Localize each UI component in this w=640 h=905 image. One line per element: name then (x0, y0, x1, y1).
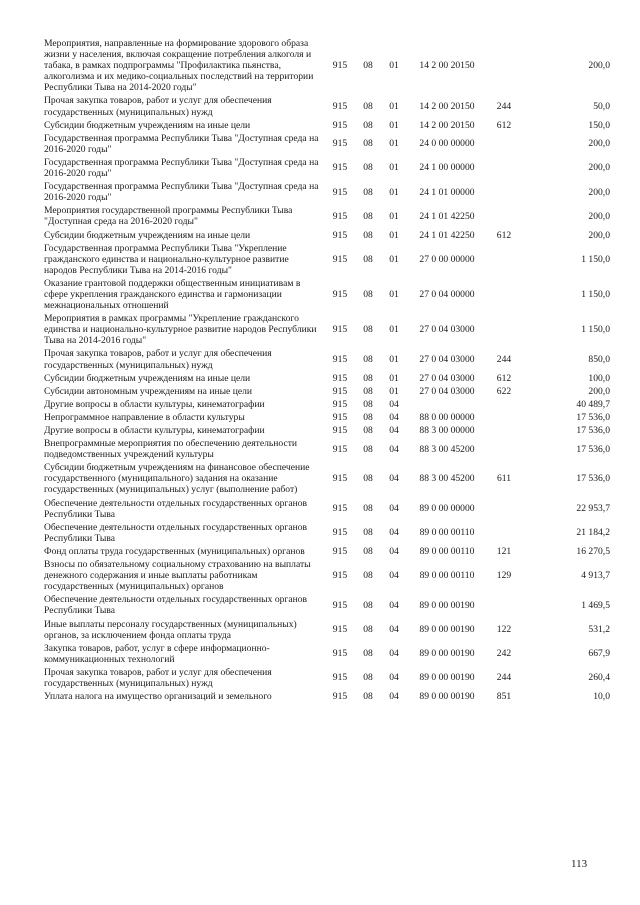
row-subsection: 01 (389, 288, 399, 300)
row-section: 08 (363, 101, 373, 113)
row-subsection: 01 (389, 385, 399, 397)
row-subsection: 01 (389, 138, 399, 150)
row-name: Прочая закупка товаров, работ и услуг для обеспечения государственных (муниципальных) нужд (44, 666, 272, 689)
row-name: Закупка товаров, работ, услуг в сфере информационно-коммуникационных технологий (44, 642, 270, 665)
row-grbs: 915 (332, 210, 348, 222)
table-row (44, 545, 610, 558)
table-row (44, 424, 610, 437)
row-expense-type: 612 (496, 119, 512, 131)
table-row (44, 242, 610, 277)
row-section: 08 (363, 527, 373, 539)
table-row (44, 558, 610, 593)
row-section: 08 (363, 353, 373, 365)
row-sum: 1 150,0 (581, 253, 610, 265)
row-subsection: 01 (389, 60, 399, 72)
row-expense-type (487, 204, 521, 228)
budget-table (44, 37, 610, 703)
row-expense-type (487, 437, 521, 461)
row-sum: 1 150,0 (581, 324, 610, 336)
row-target-article: 88 3 00 00000 (419, 425, 475, 436)
row-target-article: 14 2 00 20150 (419, 101, 475, 113)
row-expense-type (487, 521, 521, 545)
row-sum: 200,0 (588, 60, 610, 72)
row-subsection: 04 (389, 443, 399, 455)
row-section: 08 (363, 288, 373, 300)
table-row (44, 204, 610, 228)
row-section: 08 (363, 545, 373, 557)
row-subsection: 04 (389, 624, 399, 636)
row-target-article: 88 3 00 45200 (419, 443, 475, 455)
row-target-article: 24 0 00 00000 (419, 138, 475, 150)
row-subsection: 01 (389, 119, 399, 131)
row-name: Оказание грантовой поддержки общественным инициативам в сфере укрепления гражданского единства и гармонизации межнациональных отношений (44, 277, 301, 312)
row-target-article: 27 0 00 00000 (419, 253, 475, 265)
row-grbs: 915 (332, 527, 348, 539)
row-grbs: 915 (332, 385, 348, 397)
row-target-article: 27 0 04 03000 (419, 353, 475, 365)
row-expense-type: 244 (496, 101, 512, 113)
row-target-article (407, 398, 487, 411)
row-subsection: 04 (389, 473, 399, 485)
row-sum: 667,9 (588, 648, 610, 660)
budget-table-body (44, 37, 610, 703)
row-sum: 21 184,2 (576, 527, 610, 539)
row-name: Государственная программа Республики Тыва "Доступная среда на 2016-2020 годы" (44, 156, 319, 180)
table-row (44, 398, 610, 411)
row-section: 08 (363, 229, 373, 241)
row-sum: 260,4 (588, 672, 610, 684)
row-grbs: 915 (332, 60, 348, 72)
row-expense-type: 244 (496, 672, 512, 684)
row-expense-type (487, 424, 521, 437)
row-name: Обеспечение деятельности отдельных государственных органов Республики Тыва (44, 521, 308, 544)
row-name: Обеспечение деятельности отдельных государственных органов Республики Тыва (44, 497, 308, 520)
table-row (44, 690, 610, 703)
row-subsection: 01 (389, 162, 399, 174)
row-name: Государственная программа Республики Тыва "Доступная среда на 2016-2020 годы" (44, 132, 319, 155)
row-grbs: 915 (332, 138, 348, 150)
row-sum: 200,0 (588, 138, 610, 150)
row-grbs: 915 (332, 624, 348, 636)
row-grbs: 915 (332, 372, 348, 384)
row-sum: 4 913,7 (581, 570, 610, 582)
table-row (44, 411, 610, 424)
row-name: Субсидии автономным учреждениям на иные цели (44, 385, 253, 397)
row-target-article: 24 1 01 00000 (419, 186, 475, 198)
row-expense-type: 622 (496, 385, 512, 397)
row-target-article: 89 0 00 00110 (419, 570, 475, 582)
row-sum: 40 489,7 (576, 398, 610, 410)
row-target-article: 89 0 00 00110 (419, 545, 475, 557)
row-subsection: 01 (389, 101, 399, 113)
row-subsection: 01 (389, 253, 399, 265)
table-row (44, 593, 610, 617)
row-section: 08 (363, 624, 373, 636)
row-sum: 200,0 (588, 162, 610, 174)
row-target-article: 88 0 00 00000 (419, 411, 475, 423)
row-subsection: 04 (389, 425, 399, 436)
table-row (44, 618, 610, 642)
row-grbs: 915 (332, 411, 348, 423)
row-name: Мероприятия в рамках программы "Укрепление гражданского единства и национально-культурное развитие народов Республики Тыва на 2014-2016 годы" (44, 313, 317, 347)
row-target-article: 24 1 00 00000 (419, 162, 475, 174)
row-section: 08 (363, 119, 373, 131)
row-target-article: 24 1 01 42250 (419, 210, 475, 222)
row-expense-type (487, 242, 521, 277)
row-expense-type (487, 132, 521, 156)
row-expense-type (487, 593, 521, 617)
row-sum: 200,0 (588, 186, 610, 198)
table-row (44, 461, 610, 496)
table-row (44, 497, 610, 521)
row-section: 08 (363, 672, 373, 684)
row-section: 08 (363, 648, 373, 660)
row-target-article: 27 0 04 03000 (419, 324, 475, 336)
row-grbs: 915 (332, 425, 348, 436)
row-sum: 200,0 (588, 210, 610, 222)
row-expense-type: 122 (496, 624, 512, 636)
row-section: 08 (363, 599, 373, 611)
table-row (44, 347, 610, 371)
row-grbs: 915 (332, 473, 348, 485)
row-name: Другие вопросы в области культуры, кинематографии (44, 425, 265, 436)
row-name: Непрограммное направление в области культуры (44, 411, 245, 423)
row-name: Субсидии бюджетным учреждениям на финансовое обеспечение государственного (муниципального) задания на оказание государственных (муниципальных) услуг (выполнение работ) (44, 462, 310, 496)
row-subsection: 01 (389, 372, 399, 384)
row-sum: 17 536,0 (576, 443, 610, 455)
row-target-article: 89 0 00 00190 (419, 624, 475, 636)
page-number: 113 (571, 858, 588, 870)
row-target-article: 24 1 01 42250 (419, 229, 475, 241)
row-expense-type (487, 312, 521, 347)
row-sum: 1 469,5 (581, 599, 610, 611)
row-expense-type (487, 37, 521, 94)
row-subsection: 01 (389, 229, 399, 241)
row-grbs: 915 (332, 162, 348, 174)
row-target-article: 14 2 00 20150 (419, 119, 475, 131)
row-name: Прочая закупка товаров, работ и услуг для обеспечения государственных (муниципальных) нужд (44, 95, 272, 118)
row-sum: 16 270,5 (576, 545, 610, 557)
row-subsection: 04 (389, 398, 399, 410)
row-name: Уплата налога на имущество организаций и земельного (44, 691, 272, 703)
row-name: Обеспечение деятельности отдельных государственных органов Республики Тыва (44, 594, 308, 617)
row-subsection: 01 (389, 186, 399, 198)
table-row (44, 277, 610, 312)
row-section: 08 (363, 570, 373, 582)
row-expense-type (487, 180, 521, 204)
row-name: Субсидии бюджетным учреждениям на иные цели (44, 372, 251, 384)
row-subsection: 04 (389, 570, 399, 582)
row-subsection: 04 (389, 648, 399, 660)
row-name: Фонд оплаты труда государственных (муниципальных) органов (44, 545, 305, 557)
row-sum: 10,0 (593, 691, 610, 703)
table-row (44, 312, 610, 347)
row-expense-type (487, 156, 521, 180)
row-expense-type: 851 (496, 691, 512, 703)
row-section: 08 (363, 398, 373, 410)
row-grbs: 915 (332, 253, 348, 265)
row-section: 08 (363, 443, 373, 455)
row-name: Мероприятия государственной программы Республики Тыва "Доступная среда на 2016-2020 годы" (44, 205, 293, 228)
row-target-article: 89 0 00 00190 (419, 599, 475, 611)
row-target-article: 14 2 00 20150 (419, 60, 475, 72)
row-expense-type: 244 (496, 353, 512, 365)
row-name: Прочая закупка товаров, работ и услуг для обеспечения государственных (муниципальных) нужд (44, 348, 272, 371)
row-subsection: 01 (389, 324, 399, 336)
row-sum: 17 536,0 (576, 473, 610, 485)
row-section: 08 (363, 411, 373, 423)
table-row (44, 437, 610, 461)
table-row (44, 156, 610, 180)
row-grbs: 915 (332, 648, 348, 660)
row-grbs: 915 (332, 545, 348, 557)
row-subsection: 04 (389, 691, 399, 703)
row-section: 08 (363, 473, 373, 485)
row-grbs: 915 (332, 101, 348, 113)
row-sum: 200,0 (588, 385, 610, 397)
row-grbs: 915 (332, 570, 348, 582)
row-subsection: 04 (389, 599, 399, 611)
row-name: Мероприятия, направленные на формирование здорового образа жизни у населения, включая сокращение потребления алкоголя и табака, в рамках подпрограммы "Профилактика пьянства, алкоголизма и их медико-социальных последствий на территории Республики Тыва на 2014-2020 годы" (44, 38, 314, 94)
row-section: 08 (363, 503, 373, 515)
row-subsection: 01 (389, 353, 399, 365)
row-subsection: 04 (389, 411, 399, 423)
row-section: 08 (363, 425, 373, 436)
row-expense-type (487, 411, 521, 424)
row-expense-type: 121 (496, 545, 512, 557)
row-target-article: 89 0 00 00000 (419, 503, 475, 515)
row-sum: 22 953,7 (576, 503, 610, 515)
row-sum: 17 536,0 (576, 425, 610, 436)
row-sum: 100,0 (588, 372, 610, 384)
row-grbs: 915 (332, 599, 348, 611)
row-target-article: 89 0 00 00190 (419, 648, 475, 660)
table-row (44, 119, 610, 132)
table-row (44, 642, 610, 666)
row-grbs: 915 (332, 398, 348, 410)
row-grbs: 915 (332, 288, 348, 300)
row-name: Субсидии бюджетным учреждениям на иные цели (44, 119, 251, 131)
row-section: 08 (363, 60, 373, 72)
row-name: Внепрограммные мероприятия по обеспечению деятельности подведомственных учреждений культуры (44, 438, 298, 461)
table-row (44, 666, 610, 690)
row-target-article: 89 0 00 00190 (419, 691, 475, 703)
row-target-article: 89 0 00 00110 (419, 527, 475, 539)
row-grbs: 915 (332, 229, 348, 241)
table-row (44, 37, 610, 94)
row-grbs: 915 (332, 691, 348, 703)
row-target-article: 27 0 04 03000 (419, 372, 475, 384)
row-sum: 17 536,0 (576, 411, 610, 423)
table-row (44, 229, 610, 242)
row-name: Субсидии бюджетным учреждениям на иные цели (44, 229, 251, 241)
row-expense-type: 612 (496, 372, 512, 384)
row-sum: 50,0 (593, 101, 610, 113)
row-section: 08 (363, 162, 373, 174)
row-sum: 531,2 (588, 624, 610, 636)
row-target-article: 27 0 04 03000 (419, 385, 475, 397)
row-name: Взносы по обязательному социальному страхованию на выплаты денежного содержания и иные выплаты работникам государственных (муниципальных) органов (44, 559, 311, 593)
row-subsection: 04 (389, 503, 399, 515)
row-sum: 850,0 (588, 353, 610, 365)
row-expense-type (487, 398, 521, 411)
row-subsection: 04 (389, 527, 399, 539)
row-section: 08 (363, 385, 373, 397)
table-row (44, 372, 610, 385)
row-target-article: 88 3 00 45200 (419, 473, 475, 485)
row-expense-type: 611 (496, 473, 512, 485)
row-section: 08 (363, 372, 373, 384)
row-grbs: 915 (332, 443, 348, 455)
row-section: 08 (363, 138, 373, 150)
table-row (44, 94, 610, 118)
row-target-article: 89 0 00 00190 (419, 672, 475, 684)
row-grbs: 915 (332, 324, 348, 336)
row-grbs: 915 (332, 119, 348, 131)
row-name: Государственная программа Республики Тыва "Доступная среда на 2016-2020 годы" (44, 181, 319, 204)
row-subsection: 01 (389, 210, 399, 222)
row-section: 08 (363, 186, 373, 198)
row-grbs: 915 (332, 503, 348, 515)
row-grbs: 915 (332, 353, 348, 365)
table-row (44, 385, 610, 398)
table-row (44, 132, 610, 156)
row-grbs: 915 (332, 186, 348, 198)
row-sum: 200,0 (588, 229, 610, 241)
row-section: 08 (363, 253, 373, 265)
row-sum: 150,0 (588, 119, 610, 131)
row-sum: 1 150,0 (581, 288, 610, 300)
row-grbs: 915 (332, 672, 348, 684)
row-subsection: 04 (389, 545, 399, 557)
row-name: Государственная программа Республики Тыва "Укрепление гражданского единства и национально-культурное развитие народов Республики Тыва на 2014-2016 годы" (44, 242, 289, 276)
row-expense-type (487, 497, 521, 521)
row-expense-type (487, 277, 521, 312)
table-row (44, 521, 610, 545)
row-expense-type: 242 (496, 648, 512, 660)
table-row (44, 180, 610, 204)
row-expense-type: 129 (496, 570, 512, 582)
row-name: Иные выплаты персоналу государственных (муниципальных) органов, за исключением фонда оплаты труда (44, 618, 297, 641)
budget-table-page (44, 37, 610, 703)
row-subsection: 04 (389, 672, 399, 684)
row-section: 08 (363, 210, 373, 222)
row-name: Другие вопросы в области культуры, кинематографии (44, 398, 265, 410)
row-expense-type: 612 (496, 229, 512, 241)
row-target-article: 27 0 04 00000 (419, 288, 475, 300)
row-section: 08 (363, 324, 373, 336)
row-section: 08 (363, 691, 373, 703)
